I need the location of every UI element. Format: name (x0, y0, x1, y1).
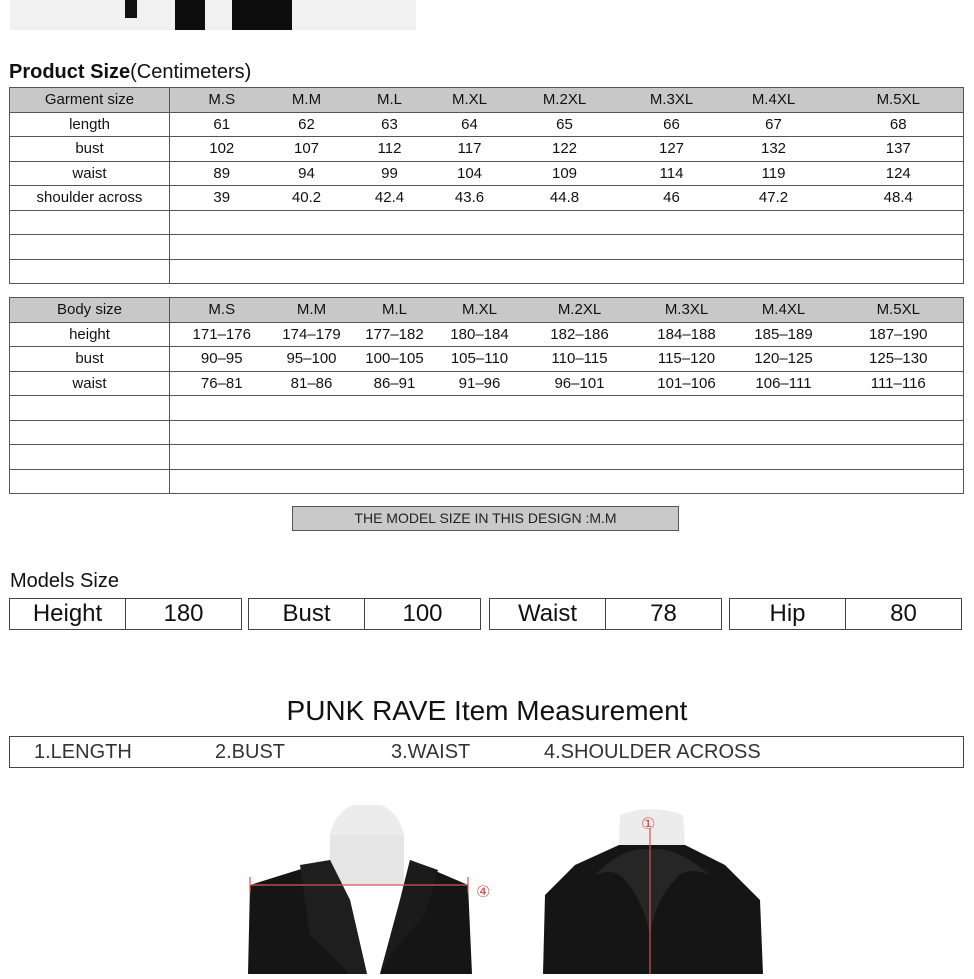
empty-cell (10, 469, 170, 494)
header-cell: M.2XL (520, 298, 640, 323)
model-waist-value: 78 (650, 600, 677, 627)
table-cell: 112 (340, 137, 440, 162)
table-cell: 86–91 (350, 371, 440, 396)
table-cell: 89 (170, 161, 274, 186)
row-label: waist (10, 371, 170, 396)
garment-header-row (10, 88, 964, 113)
table-cell: 171–176 (170, 322, 274, 347)
legend-length: 1.LENGTH (34, 741, 132, 763)
table-cell: 137 (834, 137, 964, 162)
table-cell: 61 (170, 112, 274, 137)
header-cell: M.3XL (630, 88, 714, 113)
model-height-value: 180 (163, 600, 204, 627)
header-cell: M.4XL (734, 298, 834, 323)
front-vest-image (240, 805, 500, 974)
table-cell: 95–100 (274, 347, 350, 372)
table-cell: 110–115 (520, 347, 640, 372)
table-cell: 39 (170, 186, 274, 211)
body-header-row (10, 298, 964, 323)
table-cell: 68 (834, 112, 964, 137)
header-cell: M.4XL (714, 88, 834, 113)
top-product-photo (10, 0, 416, 30)
empty-cell (10, 420, 170, 445)
table-cell: 117 (440, 137, 500, 162)
table-cell: 42.4 (340, 186, 440, 211)
table-cell: 109 (500, 161, 630, 186)
table-cell: 119 (714, 161, 834, 186)
body-size-table (9, 297, 964, 494)
measurement-legend (9, 736, 964, 768)
row-label: bust (10, 347, 170, 372)
empty-cell (10, 396, 170, 421)
table-row (10, 235, 964, 260)
header-cell: M.L (340, 88, 440, 113)
table-row (10, 396, 964, 421)
front-vest-graphic (240, 805, 500, 974)
table-cell: 124 (834, 161, 964, 186)
header-cell: M.3XL (640, 298, 734, 323)
row-label: shoulder across (10, 186, 170, 211)
model-bust-label: Bust (249, 599, 365, 629)
empty-cell (10, 445, 170, 470)
back-vest-image (535, 805, 775, 974)
row-label: bust (10, 137, 170, 162)
back-vest-graphic (535, 805, 775, 974)
model-waist-box (489, 598, 722, 630)
table-cell: 67 (714, 112, 834, 137)
table-cell: 46 (630, 186, 714, 211)
model-hip-box (729, 598, 962, 630)
header-cell: M.5XL (834, 88, 964, 113)
empty-cell (170, 259, 964, 284)
table-cell: 105–110 (440, 347, 520, 372)
row-label: height (10, 322, 170, 347)
model-hip-label: Hip (730, 599, 846, 629)
legend-bust: 2.BUST (215, 741, 286, 763)
header-cell: M.XL (440, 298, 520, 323)
table-cell: 180–184 (440, 322, 520, 347)
empty-cell (10, 259, 170, 284)
empty-cell (170, 210, 964, 235)
row-label: length (10, 112, 170, 137)
model-bust-box (248, 598, 481, 630)
table-row (10, 161, 964, 186)
table-cell: 90–95 (170, 347, 274, 372)
table-cell: 48.4 (834, 186, 964, 211)
table-cell: 127 (630, 137, 714, 162)
empty-cell (170, 396, 964, 421)
table-cell: 100–105 (350, 347, 440, 372)
table-cell: 115–120 (640, 347, 734, 372)
table-cell: 43.6 (440, 186, 500, 211)
table-cell: 106–111 (734, 371, 834, 396)
table-row (10, 445, 964, 470)
length-marker: ① (641, 814, 656, 833)
empty-cell (170, 420, 964, 445)
table-cell: 184–188 (640, 322, 734, 347)
header-cell: M.5XL (834, 298, 964, 323)
table-cell: 91–96 (440, 371, 520, 396)
table-cell: 101–106 (640, 371, 734, 396)
table-row (10, 112, 964, 137)
table-cell: 104 (440, 161, 500, 186)
table-row (10, 469, 964, 494)
table-cell: 185–189 (734, 322, 834, 347)
table-cell: 66 (630, 112, 714, 137)
header-cell: M.2XL (500, 88, 630, 113)
header-cell: M.M (274, 298, 350, 323)
table-cell: 111–116 (834, 371, 964, 396)
table-cell: 182–186 (520, 322, 640, 347)
table-cell: 44.8 (500, 186, 630, 211)
table-cell: 107 (274, 137, 340, 162)
table-row (10, 186, 964, 211)
table-cell: 40.2 (274, 186, 340, 211)
table-cell: 114 (630, 161, 714, 186)
table-row (10, 210, 964, 235)
header-cell: M.M (274, 88, 340, 113)
model-size-banner: THE MODEL SIZE IN THIS DESIGN :M.M (292, 506, 679, 531)
table-cell: 177–182 (350, 322, 440, 347)
model-waist-label: Waist (490, 599, 606, 629)
garment-size-table (9, 87, 964, 284)
table-cell: 132 (714, 137, 834, 162)
model-hip-value: 80 (890, 600, 917, 627)
empty-cell (170, 235, 964, 260)
empty-cell (170, 469, 964, 494)
table-row (10, 347, 964, 372)
header-cell: M.L (350, 298, 440, 323)
empty-cell (10, 210, 170, 235)
model-bust-value: 100 (402, 600, 443, 627)
legend-shoulder-across: 4.SHOULDER ACROSS (544, 741, 761, 763)
table-cell: 64 (440, 112, 500, 137)
table-cell: 99 (340, 161, 440, 186)
row-label: waist (10, 161, 170, 186)
shoulder-marker: ④ (476, 882, 491, 901)
table-cell: 125–130 (834, 347, 964, 372)
header-cell: M.XL (440, 88, 500, 113)
table-cell: 76–81 (170, 371, 274, 396)
table-cell: 94 (274, 161, 340, 186)
empty-cell (170, 445, 964, 470)
table-row (10, 420, 964, 445)
table-cell: 102 (170, 137, 274, 162)
table-cell: 63 (340, 112, 440, 137)
product-size-title: Product Size(Centimeters) (9, 61, 252, 83)
table-cell: 96–101 (520, 371, 640, 396)
models-size-title: Models Size (10, 570, 119, 592)
empty-cell (10, 235, 170, 260)
table-cell: 65 (500, 112, 630, 137)
model-height-label: Height (10, 599, 126, 629)
table-row (10, 259, 964, 284)
table-cell: 47.2 (714, 186, 834, 211)
measurement-title: PUNK RAVE Item Measurement (286, 695, 688, 726)
header-cell: Garment size (10, 88, 170, 113)
table-cell: 122 (500, 137, 630, 162)
table-cell: 174–179 (274, 322, 350, 347)
header-cell: M.S (170, 298, 274, 323)
model-height-box (9, 598, 242, 630)
table-cell: 187–190 (834, 322, 964, 347)
table-row (10, 322, 964, 347)
header-cell: Body size (10, 298, 170, 323)
header-cell: M.S (170, 88, 274, 113)
table-cell: 62 (274, 112, 340, 137)
legend-waist: 3.WAIST (391, 741, 471, 763)
table-cell: 120–125 (734, 347, 834, 372)
table-cell: 81–86 (274, 371, 350, 396)
table-row (10, 137, 964, 162)
table-row (10, 371, 964, 396)
